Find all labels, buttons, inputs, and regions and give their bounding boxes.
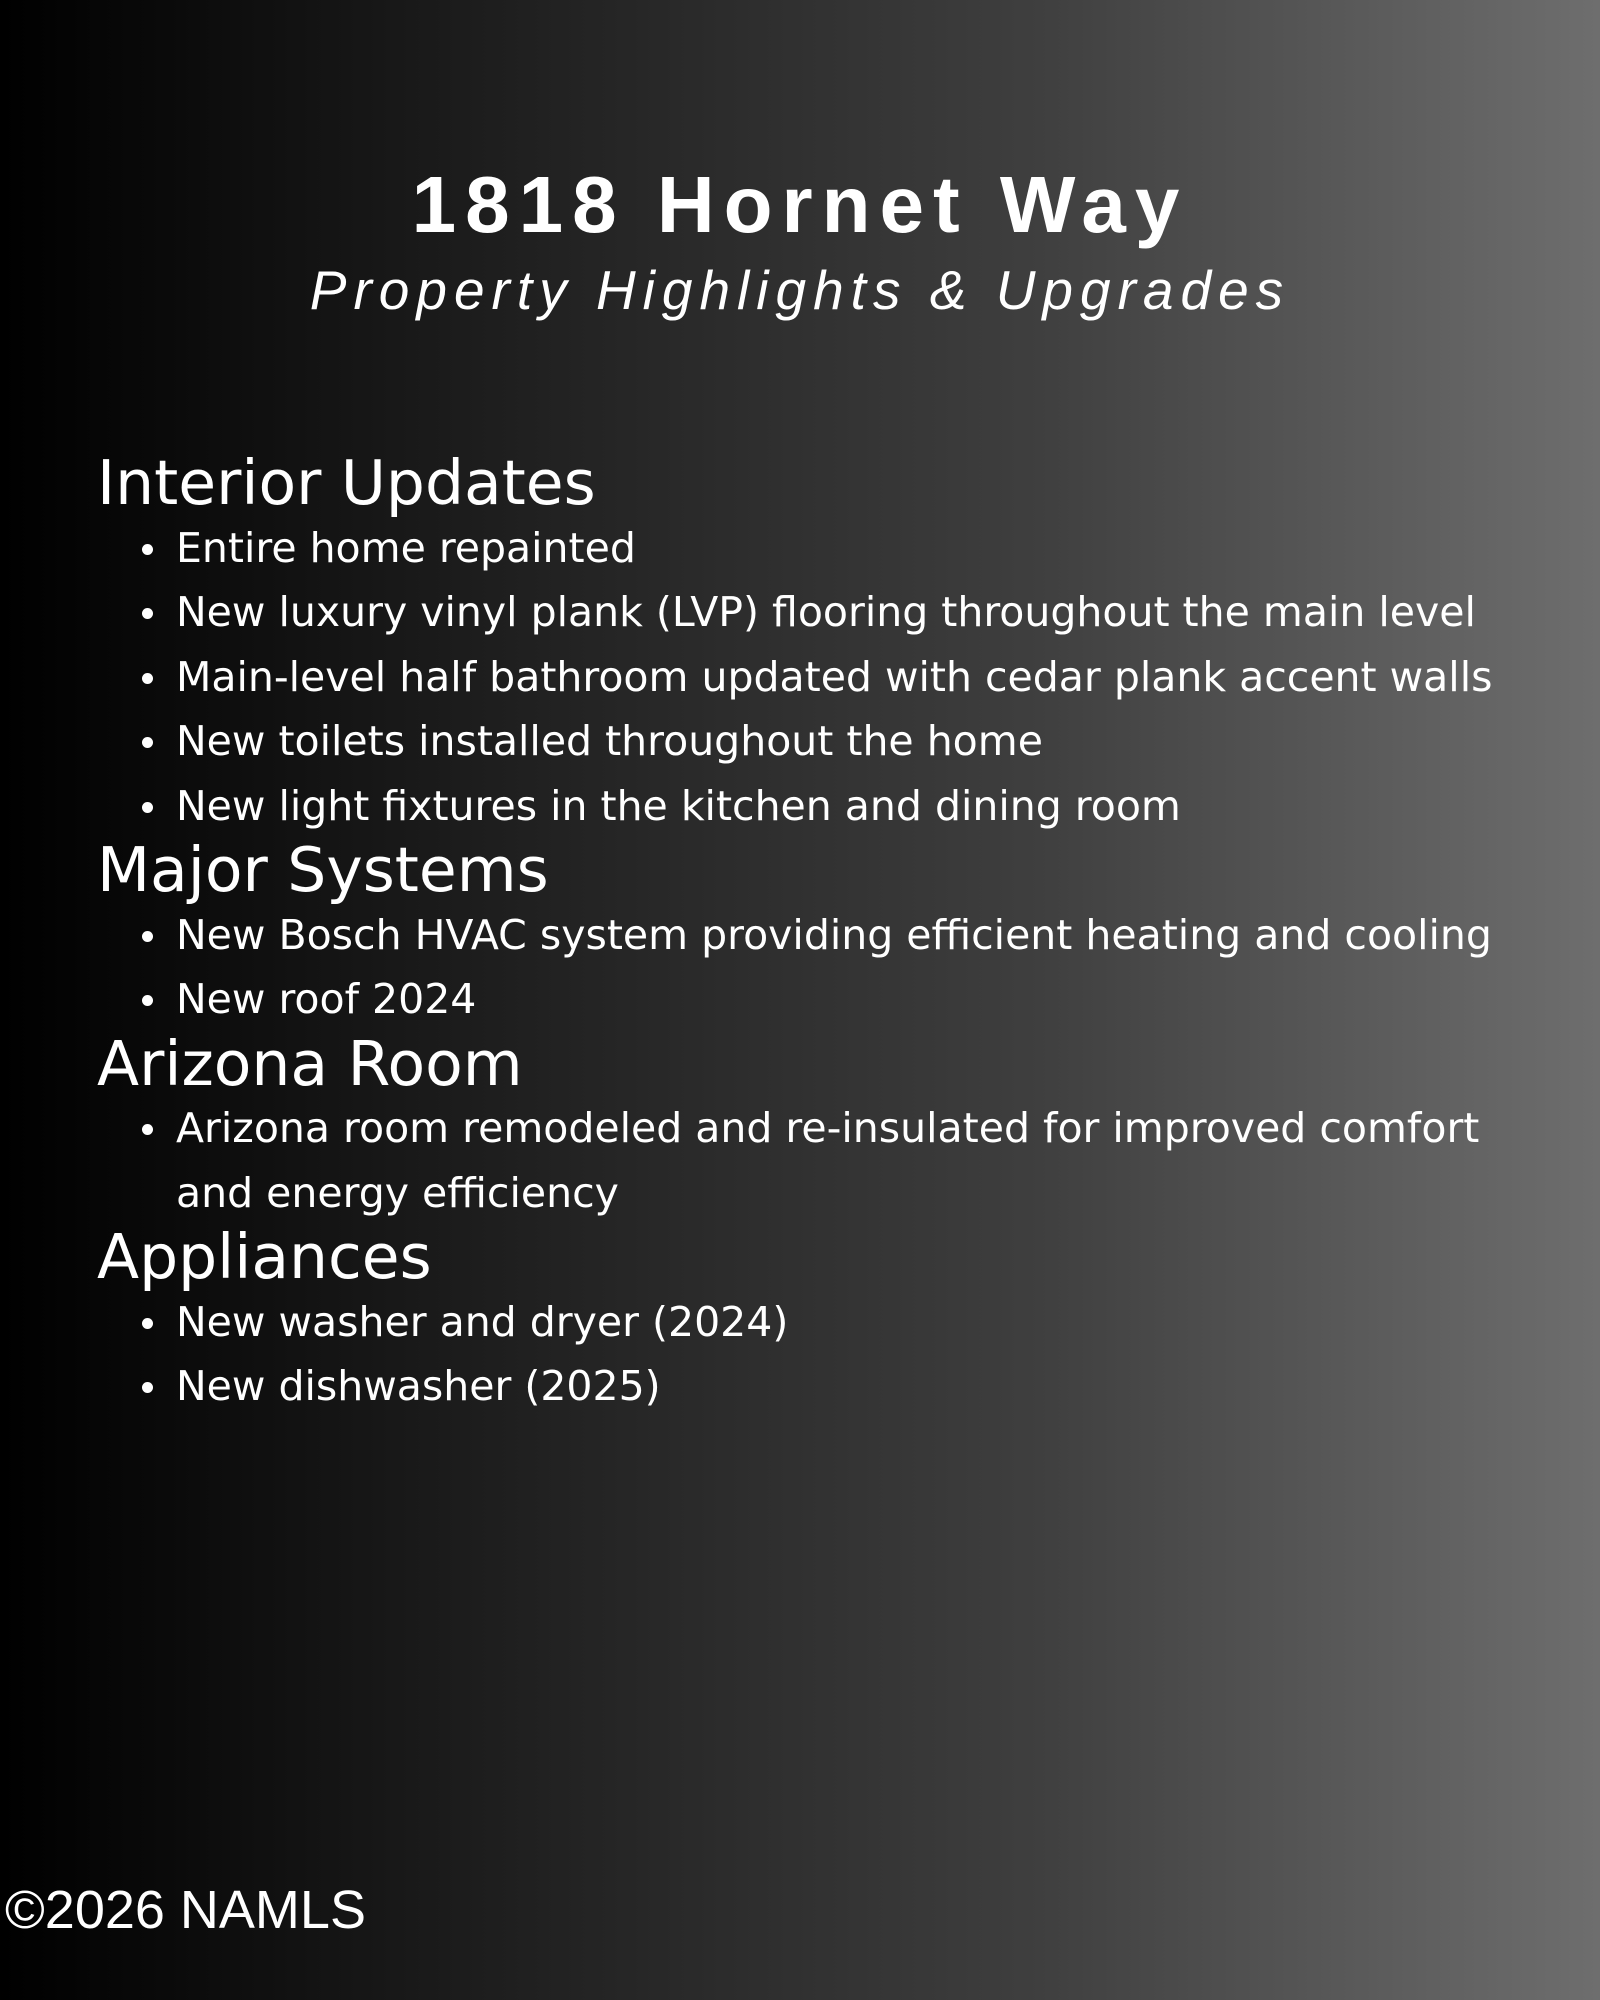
interior-updates-list	[97, 516, 1517, 839]
list-item: New toilets installed throughout the home	[176, 709, 1517, 774]
section-title: Major Systems	[97, 834, 549, 906]
list-item: New luxury vinyl plank (LVP) flooring throughout the main level	[176, 580, 1517, 645]
section-title: Arizona Room	[97, 1027, 523, 1100]
property-highlights-subtitle: Property Highlights & Upgrades	[309, 259, 1291, 321]
arizona-room-list	[97, 1096, 1517, 1225]
flyer-header	[0, 155, 1600, 325]
list-item: Main-level half bathroom updated with cedar plank accent walls	[176, 645, 1517, 710]
list-item: New light fixtures in the kitchen and dining room	[176, 774, 1517, 839]
list-item: Entire home repainted	[176, 516, 1517, 581]
list-item: New washer and dryer (2024)	[176, 1290, 1517, 1355]
section-appliances	[97, 1221, 1517, 1419]
list-item: New dishwasher (2025)	[176, 1354, 1517, 1419]
major-systems-list	[97, 903, 1517, 1032]
property-address-title: 1818 Hornet Way	[411, 160, 1189, 249]
section-interior-updates	[97, 447, 1517, 838]
appliances-list	[97, 1290, 1517, 1419]
highlights-content	[97, 447, 1517, 1419]
list-item: New Bosch HVAC system providing efficient heating and cooling	[176, 903, 1517, 968]
copyright-notice: ©2026 NAMLS	[5, 1880, 366, 1940]
list-item: Arizona room remodeled and re-insulated for improved comfort and energy efficiency	[176, 1096, 1517, 1225]
list-item: New roof 2024	[176, 967, 1517, 1032]
section-arizona-room	[97, 1027, 1517, 1226]
section-title: Interior Updates	[97, 447, 596, 519]
section-major-systems	[97, 834, 1517, 1032]
section-title: Appliances	[97, 1221, 432, 1293]
